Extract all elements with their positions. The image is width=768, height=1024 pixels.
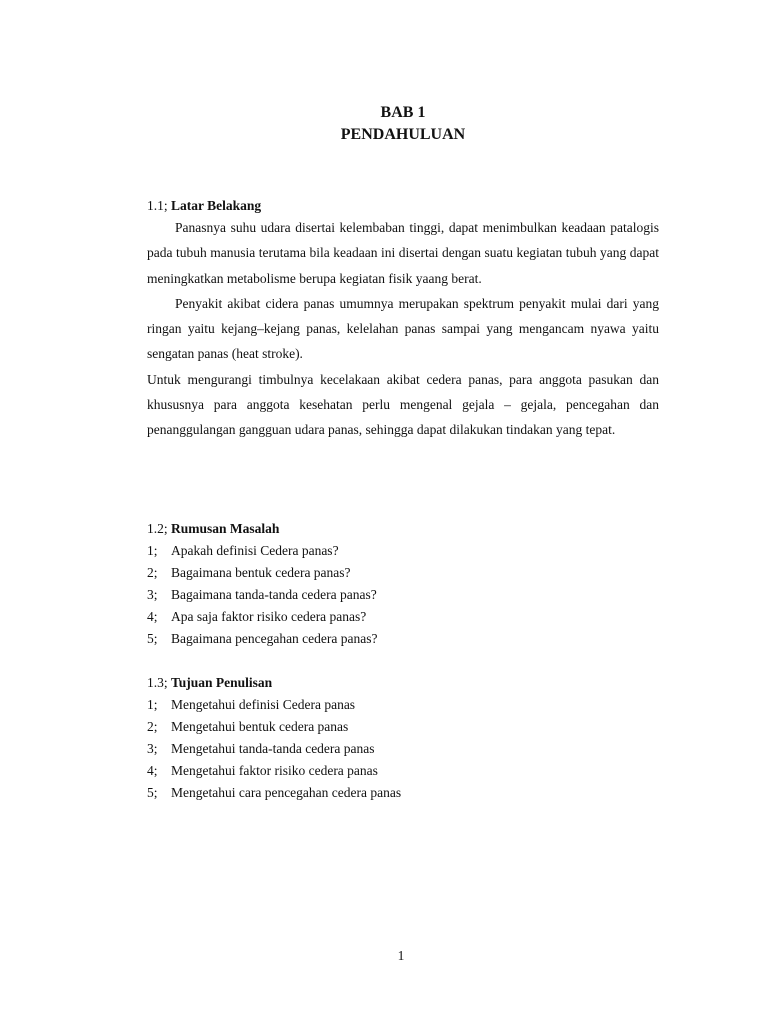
section-heading <box>147 518 659 540</box>
list-item <box>147 562 659 584</box>
chapter-heading <box>147 102 659 146</box>
section-title: Tujuan Penulisan <box>171 675 273 690</box>
list-item <box>147 584 659 606</box>
list-number: 5; <box>147 631 158 646</box>
list-text: Mengetahui faktor risiko cedera panas <box>171 763 378 778</box>
page-number: 1 <box>397 948 405 963</box>
list-text: Bagaimana pencegahan cedera panas? <box>171 631 378 646</box>
list-text: Apa saja faktor risiko cedera panas? <box>171 609 367 624</box>
list-number: 1; <box>147 697 158 712</box>
section-latar-belakang <box>147 195 659 443</box>
list-text: Apakah definisi Cedera panas? <box>171 543 339 558</box>
list-number: 1; <box>147 543 158 558</box>
list-item <box>147 716 659 738</box>
list-number: 2; <box>147 719 158 734</box>
list-number: 2; <box>147 565 158 580</box>
section-number: 1.3; <box>147 675 168 690</box>
list-item <box>147 540 659 562</box>
section-heading <box>147 195 659 217</box>
paragraph: Penyakit akibat cidera panas umumnya merupakan spektrum penyakit mulai dari yang ringan yaitu kejang–kejang panas, kelelahan panas sampai yang mengancam nyawa yaitu sengatan panas (heat stroke). <box>147 295 659 362</box>
section-heading <box>147 672 659 694</box>
list-text: Mengetahui bentuk cedera panas <box>171 719 349 734</box>
list-item <box>147 628 659 650</box>
list-text: Bagaimana tanda-tanda cedera panas? <box>171 587 377 602</box>
list-number: 4; <box>147 763 158 778</box>
chapter-number: BAB 1 <box>380 104 426 121</box>
paragraph: Untuk mengurangi timbulnya kecelakaan akibat cedera panas, para anggota pasukan dan khususnya para anggota kesehatan perlu mengenal gejala – gejala, pencegahan dan penanggulangan gangguan udara panas, sehingga dapat dilakukan tindakan yang tepat. <box>147 371 659 438</box>
paragraph: Panasnya suhu udara disertai kelembaban tinggi, dapat menimbulkan keadaan patalogis pada tubuh manusia terutama bila keadaan ini disertai dengan suatu kegiatan tubuh yang dapat meningkatkan metabolisme berupa kegiatan fisik yaang berat. <box>147 220 659 286</box>
list-number: 4; <box>147 609 158 624</box>
list-item <box>147 738 659 760</box>
section-number: 1.2; <box>147 521 168 536</box>
list-number: 3; <box>147 587 158 602</box>
list-item <box>147 694 659 716</box>
section-title: Rumusan Masalah <box>171 521 280 536</box>
section-title: Latar Belakang <box>171 198 262 213</box>
list-text: Mengetahui definisi Cedera panas <box>171 697 356 712</box>
list-number: 3; <box>147 741 158 756</box>
list-item <box>147 782 659 804</box>
list-item <box>147 760 659 782</box>
section-number: 1.1; <box>147 198 168 213</box>
section-tujuan-penulisan <box>147 672 659 804</box>
list-text: Mengetahui tanda-tanda cedera panas <box>171 741 375 756</box>
list-text: Mengetahui cara pencegahan cedera panas <box>171 785 402 800</box>
list-text: Bagaimana bentuk cedera panas? <box>171 565 351 580</box>
list-number: 5; <box>147 785 158 800</box>
section-rumusan-masalah <box>147 518 659 650</box>
chapter-title: PENDAHULUAN <box>340 126 466 143</box>
list-item <box>147 606 659 628</box>
